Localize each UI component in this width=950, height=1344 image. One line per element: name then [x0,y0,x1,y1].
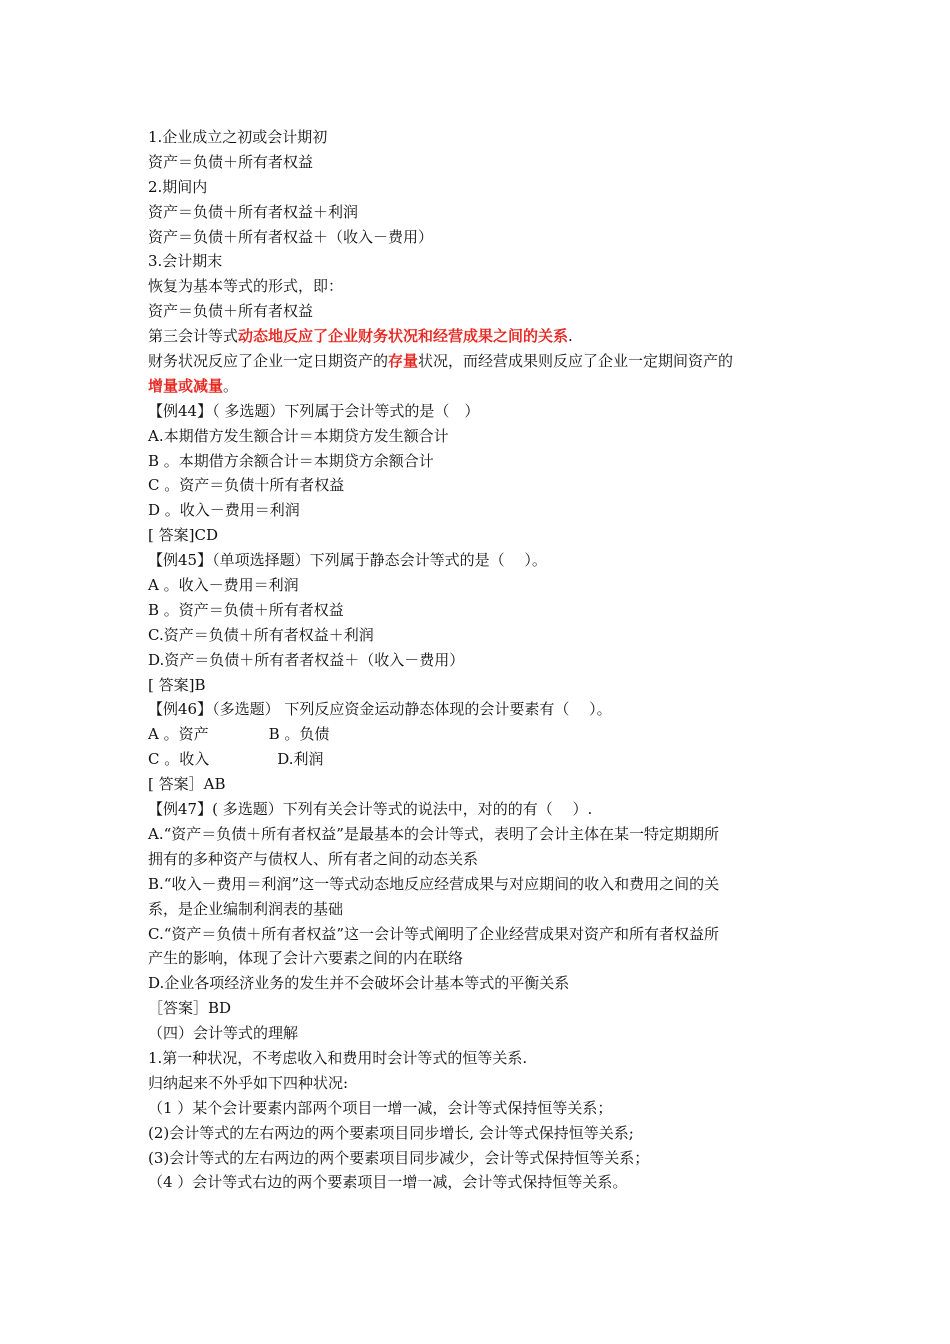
option: A 。资产 [148,725,209,744]
text-line: 资产＝负债＋所有者权益 [148,152,314,171]
highlight-text: 存量 [388,352,419,371]
list-item: (3)会计等式的左右两边的两个要素项目同步减少，会计等式保持恒等关系； [148,1148,650,1167]
option: A 。收入－费用＝利润 [148,576,299,595]
text-line [148,349,828,374]
list-item: （4 ）会计等式右边的两个要素项目一增一减，会计等式保持恒等关系。 [148,1173,628,1192]
answer: [ 答案]CD [148,526,218,545]
question-heading: 【例45】（单项选择题）下列属于静态会计等式的是（ ）。 [148,551,547,570]
question-heading: 【例47】( 多选题）下列有关会计等式的说法中，对的的有（ ）. [148,800,593,819]
option: D.企业各项经济业务的发生并不会破坏会计基本等式的平衡关系 [148,974,570,993]
option-continuation: 系，是企业编制利润表的基础 [148,899,344,918]
text-segment: 状况，而经营成果则反应了企业一定期间资产的 [418,352,734,371]
text-segment: 财务状况反应了企业一定日期资产的 [148,352,389,371]
text-line: 归纳起来不外乎如下四种状况: [148,1073,349,1092]
option-row [148,722,828,747]
option: A.“资产＝负债＋所有者权益”是最基本的会计等式，表明了会计主体在某一特定期期所 [148,824,719,843]
option: B 。资产＝负债＋所有者权益 [148,600,344,619]
text-line [148,374,828,399]
text-line: 1.企业成立之初或会计期初 [148,128,328,146]
text-line: 资产＝负债＋所有者权益＋（收入－费用） [148,227,434,246]
option: C 。资产＝负债十所有者权益 [148,476,345,495]
text-line: 资产＝负债＋所有者权益 [148,302,314,321]
option: A.本期借方发生额合计＝本期贷方发生额合计 [148,426,449,445]
document-body [148,125,828,1195]
option: B 。本期借方余额合计＝本期贷方余额合计 [148,451,434,470]
text-line [148,324,828,349]
text-segment: . [568,327,573,346]
highlight-text: 增量或减量 [148,376,224,395]
text-segment: 。 [223,376,239,395]
question-heading: 【例46】（多选题） 下列反应资金运动静态体现的会计要素有（ ）。 [148,700,612,719]
text-line: 1.第一种状况，不考虑收入和费用时会计等式的恒等关系. [148,1048,528,1067]
text-segment: 第三会计等式 [148,327,239,346]
option-continuation: 产生的影响，体现了会计六要素之间的内在联络 [148,949,464,968]
option: C 。收入 [148,750,210,769]
option: C.资产＝负债＋所有者权益＋利润 [148,625,374,644]
text-line: 恢复为基本等式的形式，即： [148,277,344,296]
option: D 。收入－费用＝利润 [148,501,300,520]
option-row [148,747,828,772]
option: D.资产＝负债＋所有者者权益＋（收入－费用） [148,650,465,669]
option: C.“资产＝负债＋所有者权益”这一会计等式阐明了企业经营成果对资产和所有者权益所 [148,924,720,943]
highlight-text: 动态地反应了企业财务状况和经营成果之间的关系 [238,327,569,346]
answer: ［答案］BD [148,999,232,1018]
answer: [ 答案］AB [148,775,226,794]
option: B.“收入－费用＝利润”这一等式动态地反应经营成果与对应期间的收入和费用之间的关 [148,874,720,893]
option-continuation: 拥有的多种资产与债权人、所有者之间的动态关系 [148,849,479,868]
text-line: 3.会计期末 [148,252,223,271]
question-heading: 【例44】（ 多选题）下列属于会计等式的是（ ） [148,401,480,420]
text-line: 2.期间内 [148,177,208,196]
option: D.利润 [277,750,324,769]
section-heading: （四）会计等式的理解 [148,1024,299,1043]
text-line: 资产＝负债＋所有者权益＋利润 [148,202,359,221]
answer: [ 答案]B [148,675,206,694]
option: B 。负债 [268,725,330,744]
list-item: （1 ）某个会计要素内部两个项目一增一减，会计等式保持恒等关系； [148,1098,613,1117]
list-item: (2)会计等式的左右两边的两个要素项目同步增长, 会计等式保持恒等关系; [148,1123,634,1142]
